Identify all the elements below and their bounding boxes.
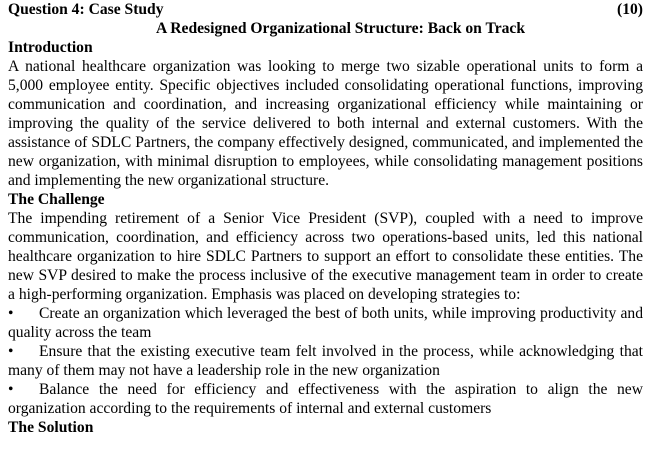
challenge-bullet-1 — [8, 304, 643, 342]
bullet-text: Create an organization which leveraged the best of both units, while improving productivity and quality across the team — [8, 305, 643, 341]
case-study-title: A Redesigned Organizational Structure: Back on Track — [155, 20, 526, 37]
bullet-mark: • — [8, 343, 14, 360]
solution-heading: The Solution — [8, 419, 94, 436]
challenge-paragraph: The impending retirement of a Senior Vice President (SVP), coupled with a need to improve communication, coordination, and efficiency across two operations-based units, led this national healthcare organization to hire SDLC Partners to support an effort to consolidate these entities. The new SVP desired to make the process inclusive of the executive management team in order to create a high-performing organization. Emphasis was placed on developing strategies to: — [8, 210, 643, 303]
introduction-paragraph: A national healthcare organization was looking to merge two sizable operational units to form a 5,000 employee entity. Specific objectives included consolidating operational functions, improving communication and coordination, and increasing organizational efficiency while maintaining or improving the quality of the service delivered to both internal and external customers. With the assistance of SDLC Partners, the company effectively designed, communicated, and implemented the new organization, with minimal disruption to employees, while consolidating management positions and implementing the new organizational structure. — [8, 58, 643, 189]
introduction-heading: Introduction — [8, 39, 93, 56]
challenge-bullet-2 — [8, 342, 643, 380]
challenge-heading: The Challenge — [8, 191, 105, 208]
question-marks: (10) — [617, 1, 643, 18]
bullet-text: Ensure that the existing executive team felt involved in the process, while acknowledging that many of them may not have a leadership role in the new organization — [8, 343, 643, 379]
question-header — [8, 0, 643, 19]
bullet-mark: • — [8, 305, 14, 322]
question-label: Question 4: Case Study — [8, 1, 164, 18]
challenge-bullet-3 — [8, 380, 643, 418]
bullet-text: Balance the need for efficiency and effectiveness with the aspiration to align the new organization according to the requirements of internal and external customers — [8, 381, 643, 417]
bullet-mark: • — [8, 381, 14, 398]
